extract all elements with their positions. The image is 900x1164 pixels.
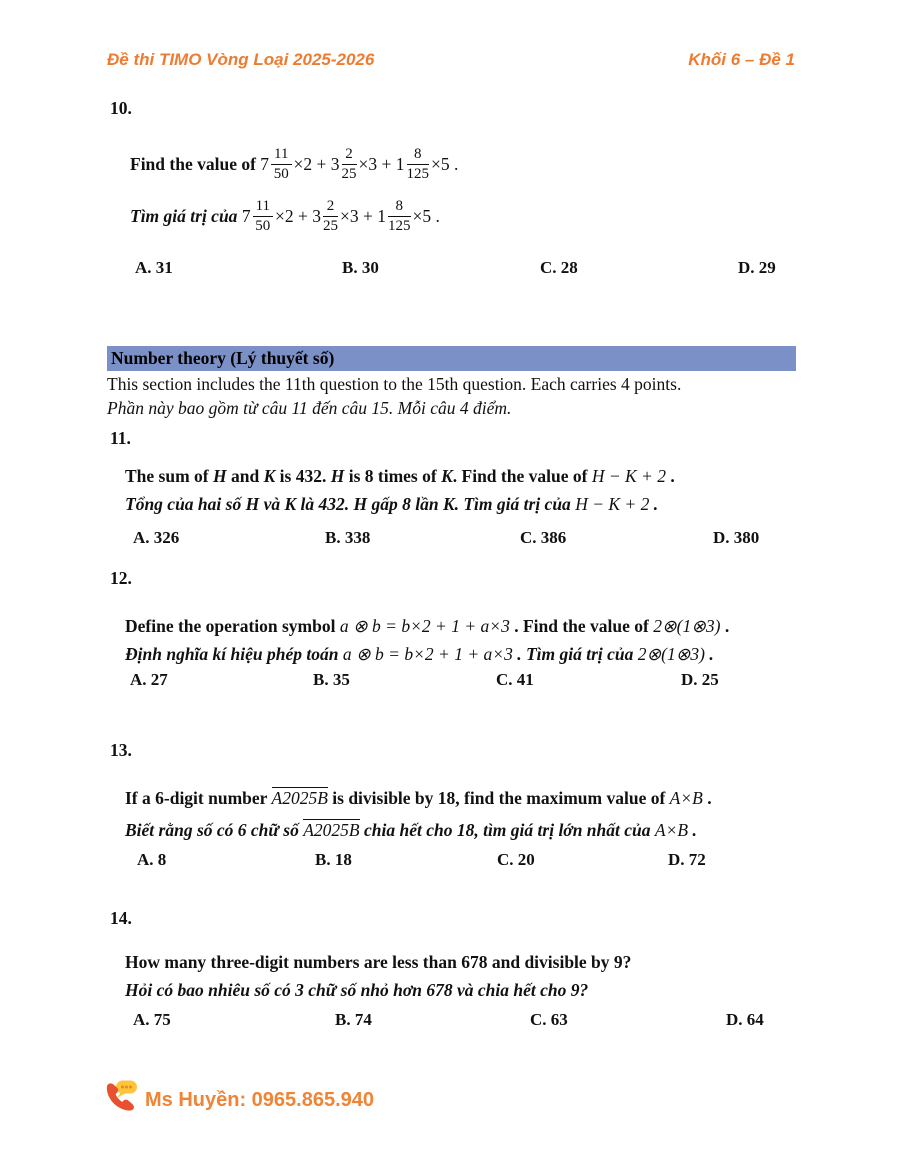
fraction: $\frac{11}{50}$ bbox=[253, 198, 273, 235]
option-a: A. 326 bbox=[133, 528, 180, 547]
section-title: Number theory (Lý thuyết số) bbox=[111, 348, 335, 368]
option-b: B. 18 bbox=[315, 850, 352, 869]
option-a: A. 31 bbox=[135, 258, 173, 277]
option-c: C. 63 bbox=[530, 1010, 568, 1029]
section-description-vi: Phần này bao gồm từ câu 11 đến câu 15. Mỗi câu 4 điểm. bbox=[107, 398, 512, 418]
question-10-line-vi bbox=[130, 198, 440, 235]
option-a: A. 8 bbox=[137, 850, 167, 869]
question-12-line-en: Define the operation symbol a ⊗ b = b×2 + 1 + a×3 . Find the value of 2⊗(1⊗3) . bbox=[125, 616, 730, 636]
overlined-number: A2025B bbox=[303, 820, 360, 840]
fraction: $\frac{2}{25}$ bbox=[323, 198, 339, 234]
option-c: C. 20 bbox=[497, 850, 535, 869]
question-11-number: 11. bbox=[110, 428, 131, 448]
section-header-bar bbox=[107, 346, 796, 371]
option-b: B. 35 bbox=[313, 670, 350, 689]
question-13-number: 13. bbox=[110, 740, 132, 760]
question-13-line-vi: Biết rằng số có 6 chữ số A2025B chia hết cho 18, tìm giá trị lớn nhất của A×B . bbox=[125, 820, 697, 840]
option-c: C. 41 bbox=[496, 670, 534, 689]
question-10-prefix-vi: Tìm giá trị của bbox=[130, 205, 242, 226]
question-11-line-en: The sum of H and K is 432. H is 8 times of K. Find the value of H − K + 2 . bbox=[125, 466, 675, 486]
overlined-number: A2025B bbox=[271, 788, 328, 808]
fraction: $\frac{8}{125}$ bbox=[406, 146, 429, 182]
question-14-line-vi: Hỏi có bao nhiêu số có 3 chữ số nhỏ hơn 678 và chia hết cho 9? bbox=[125, 980, 589, 1000]
contact-info: Ms Huyền: 0965.865.940 bbox=[145, 1089, 375, 1111]
phone-with-chat-bubble-icon bbox=[103, 1080, 139, 1112]
header-exam-title: Đề thi TIMO Vòng Loại 2025-2026 bbox=[107, 50, 375, 69]
header-grade-label: Khối 6 – Đề 1 bbox=[688, 50, 795, 69]
option-c: C. 386 bbox=[520, 528, 567, 547]
question-10-expression: 7 $\frac{11}{50}$ ×2 + 3 $\frac{2}{25}$ ×3 + 1 $\frac{8}{125}$ ×5 . bbox=[260, 146, 459, 182]
section-description-en: This section includes the 11th question to the 15th question. Each carries 4 points. bbox=[107, 374, 682, 394]
option-b: B. 30 bbox=[342, 258, 379, 277]
question-12-line-vi: Định nghĩa kí hiệu phép toán a ⊗ b = b×2 + 1 + a×3 . Tìm giá trị của 2⊗(1⊗3) . bbox=[125, 644, 714, 664]
option-d: D. 64 bbox=[726, 1010, 764, 1029]
page-footer bbox=[103, 1080, 374, 1112]
option-d: D. 380 bbox=[713, 528, 760, 547]
question-10-expression: 7 $\frac{11}{50}$ ×2 + 3 $\frac{2}{25}$ ×3 + 1 $\frac{8}{125}$ ×5 . bbox=[241, 198, 440, 234]
option-a: A. 75 bbox=[133, 1010, 171, 1029]
fraction: $\frac{2}{25}$ bbox=[341, 146, 357, 182]
option-a: A. 27 bbox=[130, 670, 168, 689]
question-10-prefix-en: Find the value of bbox=[130, 153, 261, 174]
question-11-options bbox=[107, 528, 807, 552]
option-b: B. 338 bbox=[325, 528, 371, 547]
question-12-options bbox=[107, 670, 807, 694]
question-10-options bbox=[107, 258, 807, 282]
question-13-line-en: If a 6-digit number A2025B is divisible by 18, find the maximum value of A×B . bbox=[125, 788, 712, 808]
fraction: $\frac{11}{50}$ bbox=[271, 146, 291, 183]
option-b: B. 74 bbox=[335, 1010, 372, 1029]
option-d: D. 25 bbox=[681, 670, 719, 689]
question-14-line-en: How many three-digit numbers are less than 678 and divisible by 9? bbox=[125, 952, 632, 972]
fraction: $\frac{8}{125}$ bbox=[388, 198, 411, 234]
question-14-number: 14. bbox=[110, 908, 132, 928]
question-14-options bbox=[107, 1010, 807, 1034]
option-d: D. 29 bbox=[738, 258, 776, 277]
question-13-options bbox=[107, 850, 807, 874]
page-header bbox=[107, 50, 795, 70]
option-d: D. 72 bbox=[668, 850, 706, 869]
option-c: C. 28 bbox=[540, 258, 578, 277]
question-12-number: 12. bbox=[110, 568, 132, 588]
question-10-line-en bbox=[130, 146, 458, 183]
question-10-number: 10. bbox=[110, 98, 132, 118]
question-11-line-vi: Tổng của hai số H và K là 432. H gấp 8 lần K. Tìm giá trị của H − K + 2 . bbox=[125, 494, 659, 514]
